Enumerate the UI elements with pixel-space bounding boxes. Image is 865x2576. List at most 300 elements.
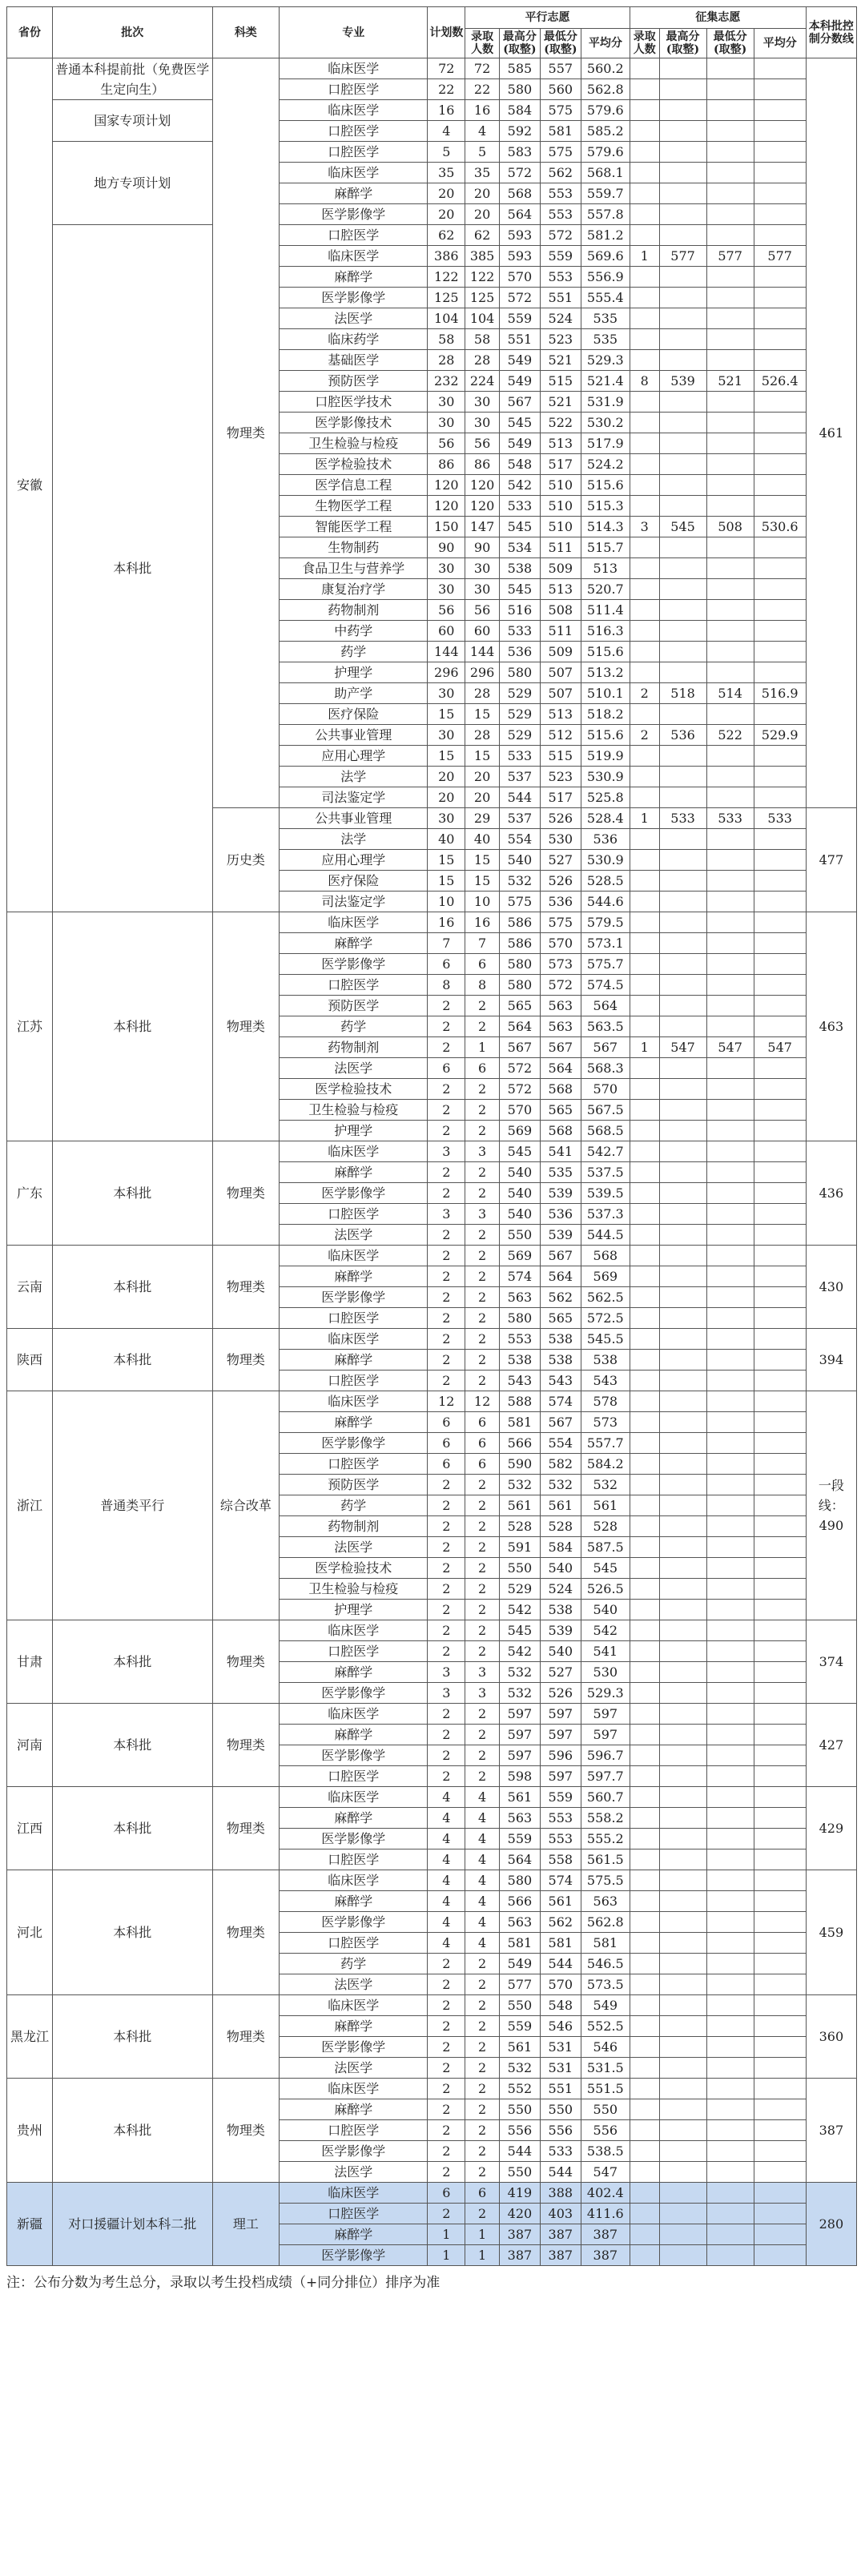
cell-p-max: 559 [499,1829,540,1849]
cell-p-admit: 385 [465,246,500,267]
cell-p-max: 598 [499,1766,540,1787]
cell-c-admit [630,1579,659,1600]
cell-p-admit: 2 [465,2120,500,2141]
cell-plan: 30 [428,579,465,600]
cell-p-avg: 511.4 [581,600,630,621]
cell-c-avg [754,2245,806,2266]
cell-p-admit: 2 [465,1995,500,2016]
cell-c-max [659,787,706,808]
cell-plan: 30 [428,725,465,746]
cell-c-max [659,2058,706,2079]
cell-p-max: 529 [499,725,540,746]
cell-c-admit [630,1745,659,1766]
cell-p-min: 559 [540,246,581,267]
cell-c-avg [754,662,806,683]
control-line-cell: 394 [806,1329,856,1391]
cell-c-min [706,1204,754,1225]
cell-c-admit [630,1329,659,1350]
cell-p-avg: 597.7 [581,1766,630,1787]
cell-c-max [659,1912,706,1933]
cell-major: 法医学 [280,1537,428,1558]
cell-c-max [659,1454,706,1475]
cell-p-max: 549 [499,350,540,371]
cell-c-avg [754,1141,806,1162]
cell-c-admit [630,1183,659,1204]
cell-p-max: 549 [499,1954,540,1974]
cell-major: 麻醉学 [280,1662,428,1683]
cell-c-min [706,1808,754,1829]
batch-cell: 本科批 [53,225,213,912]
cell-major: 口腔医学 [280,1371,428,1391]
cell-p-min: 528 [540,1516,581,1537]
cell-c-max [659,767,706,787]
cell-c-admit [630,142,659,163]
cell-c-avg [754,1641,806,1662]
cell-c-admit [630,308,659,329]
cell-major: 临床医学 [280,1787,428,1808]
cell-c-admit [630,1162,659,1183]
cell-c-avg [754,1745,806,1766]
cell-p-max: 574 [499,1266,540,1287]
cell-p-avg: 531.5 [581,2058,630,2079]
cell-plan: 2 [428,2058,465,2079]
cell-p-avg: 581 [581,1933,630,1954]
cell-major: 药物制剂 [280,600,428,621]
cell-p-avg: 517.9 [581,433,630,454]
cell-p-admit: 10 [465,892,500,912]
cell-c-max [659,746,706,767]
control-line-cell: 一段线：490 [806,1391,856,1620]
cell-c-max [659,1725,706,1745]
cell-c-admit [630,1454,659,1475]
cell-plan: 20 [428,787,465,808]
cell-p-avg: 515.6 [581,725,630,746]
cell-c-admit [630,1558,659,1579]
cell-plan: 20 [428,767,465,787]
cell-plan: 4 [428,121,465,142]
cell-c-admit [630,475,659,496]
cell-c-min [706,621,754,642]
cell-p-avg: 515.6 [581,642,630,662]
cell-c-admit [630,121,659,142]
cell-c-min [706,1704,754,1725]
cell-c-avg [754,1266,806,1287]
cell-p-min: 562 [540,1912,581,1933]
cell-p-avg: 556 [581,2120,630,2141]
cell-c-admit [630,2037,659,2058]
cell-c-max [659,413,706,433]
cell-p-avg: 558.2 [581,1808,630,1829]
cell-p-admit: 2 [465,1725,500,1745]
cell-c-admit [630,1121,659,1141]
cell-c-avg [754,1537,806,1558]
cell-p-min: 574 [540,1391,581,1412]
cell-c-admit [630,1495,659,1516]
cell-plan: 3 [428,1204,465,1225]
cell-major: 临床医学 [280,246,428,267]
cell-p-max: 572 [499,288,540,308]
cell-major: 护理学 [280,1121,428,1141]
cell-c-min [706,579,754,600]
cell-major: 预防医学 [280,1475,428,1495]
cell-c-max [659,225,706,246]
cell-p-admit: 1 [465,1037,500,1058]
cell-p-max: 597 [499,1704,540,1725]
cell-c-max [659,1162,706,1183]
cell-p-min: 557 [540,58,581,79]
admission-score-document [6,6,857,2291]
cell-p-avg: 578 [581,1391,630,1412]
subject-cell: 物理类 [212,58,279,808]
cell-p-admit: 15 [465,850,500,871]
cell-c-max: 577 [659,246,706,267]
cell-c-max [659,1995,706,2016]
cell-plan: 35 [428,163,465,183]
cell-c-min [706,1016,754,1037]
cell-p-admit: 2 [465,1121,500,1141]
cell-c-admit [630,350,659,371]
cell-c-max [659,1183,706,1204]
cell-p-min: 522 [540,413,581,433]
cell-p-avg: 538.5 [581,2141,630,2162]
cell-p-min: 570 [540,1974,581,1995]
cell-plan: 2 [428,1495,465,1516]
cell-p-avg: 519.9 [581,746,630,767]
cell-p-admit: 56 [465,433,500,454]
cell-p-admit: 12 [465,1391,500,1412]
cell-major: 医学影像技术 [280,413,428,433]
cell-p-min: 575 [540,100,581,121]
cell-c-min [706,954,754,975]
cell-p-max: 568 [499,183,540,204]
cell-plan: 4 [428,1870,465,1891]
cell-p-admit: 2 [465,1162,500,1183]
cell-p-avg: 549 [581,1995,630,2016]
cell-p-admit: 296 [465,662,500,683]
cell-p-avg: 529.3 [581,1683,630,1704]
cell-plan: 2 [428,1037,465,1058]
cell-c-avg [754,1058,806,1079]
cell-major: 药学 [280,1016,428,1037]
cell-plan: 6 [428,1454,465,1475]
cell-c-max [659,621,706,642]
cell-c-max [659,2099,706,2120]
cell-p-max: 583 [499,142,540,163]
batch-cell: 普通类平行 [53,1391,213,1620]
cell-major: 口腔医学 [280,142,428,163]
cell-c-admit [630,579,659,600]
cell-p-avg: 525.8 [581,787,630,808]
cell-p-avg: 560.7 [581,1787,630,1808]
cell-c-max [659,871,706,892]
cell-c-min [706,1225,754,1246]
cell-p-admit: 2 [465,1079,500,1100]
cell-p-admit: 2 [465,1308,500,1329]
cell-plan: 20 [428,204,465,225]
cell-p-max: 554 [499,829,540,850]
cell-c-max [659,537,706,558]
cell-c-max [659,1933,706,1954]
cell-major: 医疗保险 [280,704,428,725]
cell-p-admit: 4 [465,1891,500,1912]
cell-c-max [659,2183,706,2204]
cell-p-admit: 56 [465,600,500,621]
cell-c-avg [754,704,806,725]
cell-major: 生物医学工程 [280,496,428,517]
cell-major: 助产学 [280,683,428,704]
control-line-cell: 459 [806,1870,856,1995]
cell-c-max [659,329,706,350]
cell-c-avg [754,912,806,933]
batch-cell: 本科批 [53,1995,213,2079]
cell-p-max: 563 [499,1287,540,1308]
footnote: 注：公布分数为考生总分，录取以考生投档成绩（+同分排位）排序为准 [6,2275,441,2291]
cell-plan: 3 [428,1141,465,1162]
cell-major: 临床医学 [280,100,428,121]
cell-c-max [659,1204,706,1225]
cell-c-min [706,267,754,288]
cell-p-avg: 569.6 [581,246,630,267]
cell-plan: 10 [428,892,465,912]
cell-p-min: 581 [540,121,581,142]
cell-major: 护理学 [280,662,428,683]
cell-c-avg [754,1849,806,1870]
cell-p-admit: 16 [465,100,500,121]
cell-p-max: 544 [499,2141,540,2162]
cell-p-avg: 514.3 [581,517,630,537]
cell-c-max [659,1287,706,1308]
cell-major: 药学 [280,1954,428,1974]
cell-plan: 2 [428,1016,465,1037]
cell-c-avg [754,121,806,142]
cell-p-avg: 568.5 [581,1121,630,1141]
cell-plan: 2 [428,1162,465,1183]
cell-p-max: 564 [499,1849,540,1870]
cell-p-admit: 28 [465,350,500,371]
cell-p-max: 552 [499,2079,540,2099]
cell-p-min: 387 [540,2245,581,2266]
cell-c-avg [754,1246,806,1266]
cell-p-avg: 520.7 [581,579,630,600]
cell-c-max [659,2079,706,2099]
cell-c-max [659,454,706,475]
cell-p-avg: 574.5 [581,975,630,996]
cell-p-avg: 567 [581,1037,630,1058]
cell-p-admit: 2 [465,1495,500,1516]
cell-p-avg: 546.5 [581,1954,630,1974]
cell-c-min [706,2224,754,2245]
cell-plan: 2 [428,1079,465,1100]
cell-c-admit [630,225,659,246]
cell-c-avg [754,537,806,558]
cell-p-admit: 72 [465,58,500,79]
cell-p-avg: 387 [581,2224,630,2245]
cell-plan: 386 [428,246,465,267]
cell-c-admit: 1 [630,246,659,267]
cell-p-avg: 518.2 [581,704,630,725]
cell-c-admit [630,2183,659,2204]
cell-c-admit [630,1620,659,1641]
cell-p-admit: 2 [465,2058,500,2079]
cell-p-max: 597 [499,1725,540,1745]
cell-p-min: 527 [540,850,581,871]
cell-p-max: 532 [499,1475,540,1495]
cell-p-admit: 4 [465,1808,500,1829]
cell-c-min [706,767,754,787]
cell-p-max: 550 [499,2099,540,2120]
cell-p-admit: 29 [465,808,500,829]
cell-major: 麻醉学 [280,1162,428,1183]
cell-c-min [706,454,754,475]
cell-p-avg: 411.6 [581,2204,630,2224]
cell-major: 医疗保险 [280,871,428,892]
cell-c-min [706,912,754,933]
cell-p-max: 550 [499,1225,540,1246]
cell-c-admit: 1 [630,1037,659,1058]
cell-c-max [659,2141,706,2162]
cell-p-max: 580 [499,975,540,996]
cell-p-max: 537 [499,808,540,829]
cell-p-max: 572 [499,1079,540,1100]
cell-p-admit: 1 [465,2245,500,2266]
cell-c-avg [754,2162,806,2183]
cell-p-min: 538 [540,1329,581,1350]
cell-major: 预防医学 [280,371,428,392]
cell-major: 口腔医学 [280,1454,428,1475]
cell-c-avg: 533 [754,808,806,829]
cell-p-avg: 529.3 [581,350,630,371]
cell-c-avg [754,1371,806,1391]
cell-major: 口腔医学 [280,1849,428,1870]
cell-c-max [659,850,706,871]
cell-p-avg: 551.5 [581,2079,630,2099]
cell-p-min: 559 [540,1787,581,1808]
cell-p-min: 387 [540,2224,581,2245]
cell-p-avg: 568.1 [581,163,630,183]
cell-p-admit: 2 [465,1558,500,1579]
header-c-min: 最低分(取整) [706,29,754,58]
cell-p-min: 573 [540,954,581,975]
cell-p-admit: 2 [465,1600,500,1620]
cell-p-avg: 530.9 [581,850,630,871]
cell-plan: 5 [428,142,465,163]
cell-c-avg [754,2120,806,2141]
cell-c-max [659,662,706,683]
cell-c-admit [630,850,659,871]
table-row [7,1391,857,1412]
cell-c-min [706,1829,754,1849]
cell-c-min [706,475,754,496]
cell-c-min [706,829,754,850]
cell-p-max: 529 [499,704,540,725]
cell-p-admit: 90 [465,537,500,558]
cell-c-min [706,1683,754,1704]
cell-p-max: 580 [499,1870,540,1891]
cell-p-min: 565 [540,1100,581,1121]
cell-p-admit: 40 [465,829,500,850]
cell-plan: 2 [428,1537,465,1558]
cell-plan: 15 [428,871,465,892]
cell-plan: 2 [428,2016,465,2037]
cell-major: 司法鉴定学 [280,787,428,808]
cell-p-max: 564 [499,204,540,225]
cell-p-avg: 545 [581,1558,630,1579]
cell-p-min: 553 [540,204,581,225]
cell-p-max: 537 [499,767,540,787]
cell-c-min [706,1391,754,1412]
cell-p-min: 515 [540,746,581,767]
cell-major: 医学影像学 [280,1745,428,1766]
cell-plan: 2 [428,1974,465,1995]
cell-c-min [706,2204,754,2224]
cell-c-min [706,1641,754,1662]
cell-plan: 12 [428,1391,465,1412]
cell-c-min: 547 [706,1037,754,1058]
cell-p-admit: 4 [465,1787,500,1808]
province-cell: 广东 [7,1141,53,1246]
cell-major: 医学影像学 [280,1433,428,1454]
cell-c-max [659,1225,706,1246]
cell-plan: 4 [428,1849,465,1870]
province-cell: 甘肃 [7,1620,53,1704]
cell-major: 药学 [280,642,428,662]
cell-plan: 16 [428,912,465,933]
cell-p-min: 554 [540,1433,581,1454]
cell-p-avg: 555.2 [581,1829,630,1849]
admission-score-table [6,6,857,2266]
cell-p-min: 513 [540,579,581,600]
cell-c-min [706,204,754,225]
cell-plan: 7 [428,933,465,954]
header-subject: 科类 [212,7,279,58]
control-line-cell: 387 [806,2079,856,2183]
cell-plan: 30 [428,392,465,413]
cell-c-avg [754,1412,806,1433]
cell-p-admit: 6 [465,1454,500,1475]
cell-p-admit: 2 [465,1350,500,1371]
cell-p-max: 533 [499,496,540,517]
cell-p-max: 593 [499,225,540,246]
cell-p-max: 550 [499,1558,540,1579]
cell-c-admit [630,787,659,808]
cell-c-admit [630,1287,659,1308]
cell-p-max: 540 [499,1204,540,1225]
cell-p-admit: 3 [465,1683,500,1704]
cell-c-avg [754,1433,806,1454]
cell-c-avg [754,746,806,767]
cell-c-avg: 547 [754,1037,806,1058]
province-cell: 河北 [7,1870,53,1995]
cell-c-avg [754,954,806,975]
cell-major: 医学检验技术 [280,1079,428,1100]
cell-c-admit [630,767,659,787]
cell-c-admit [630,2016,659,2037]
cell-p-admit: 2 [465,2037,500,2058]
cell-p-admit: 20 [465,787,500,808]
cell-plan: 2 [428,1558,465,1579]
cell-p-min: 575 [540,912,581,933]
cell-c-min: 577 [706,246,754,267]
batch-cell: 对口援疆计划本科二批 [53,2183,213,2266]
cell-p-max: 563 [499,1912,540,1933]
cell-p-max: 569 [499,1121,540,1141]
cell-major: 生物制药 [280,537,428,558]
cell-c-min [706,996,754,1016]
cell-major: 麻醉学 [280,1891,428,1912]
cell-c-min [706,1766,754,1787]
batch-cell: 地方专项计划 [53,142,213,225]
cell-p-max: 533 [499,746,540,767]
